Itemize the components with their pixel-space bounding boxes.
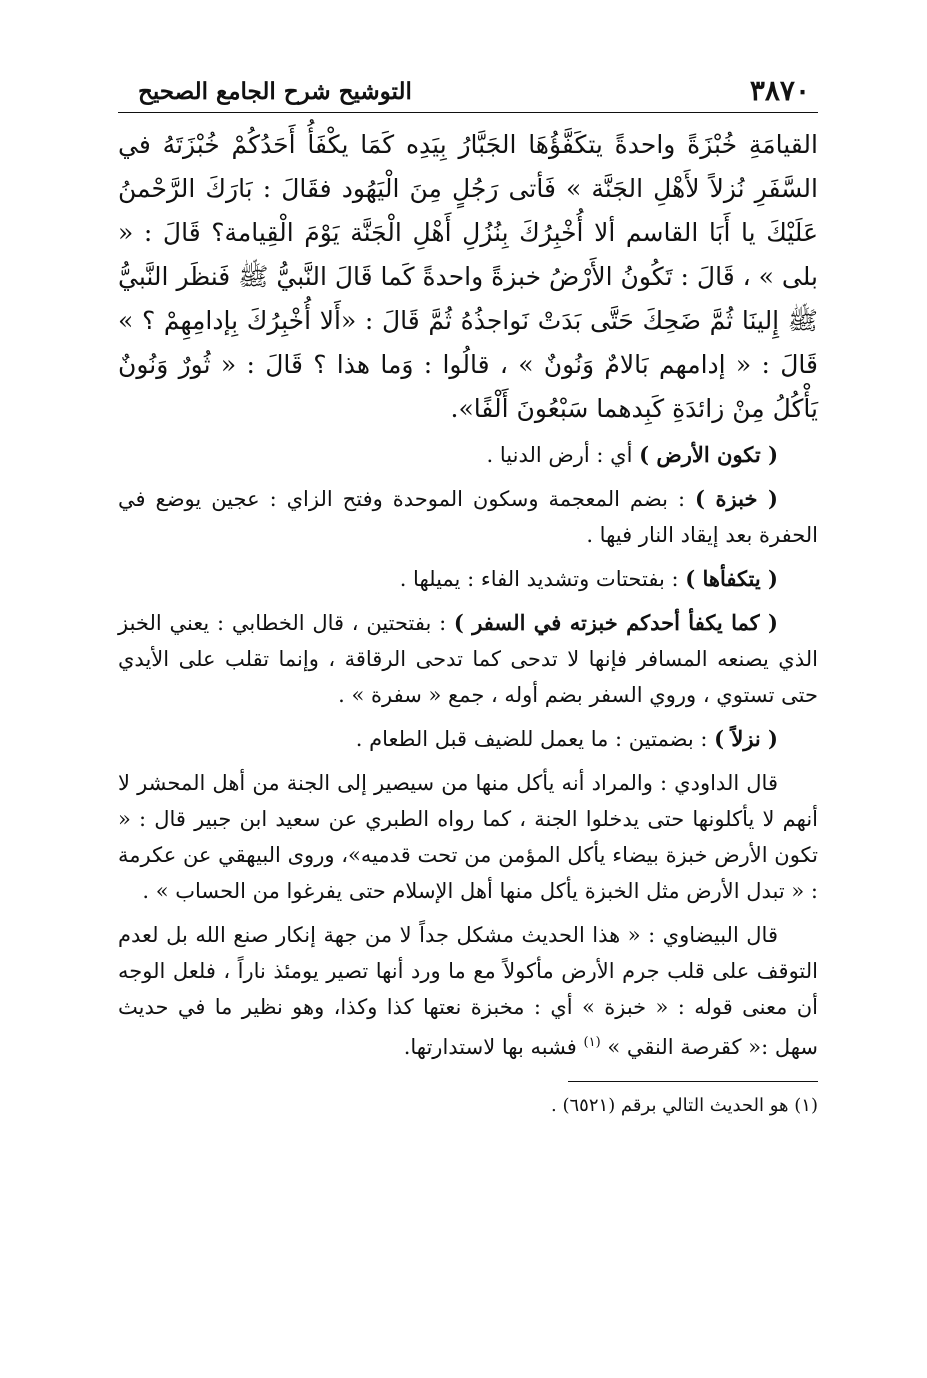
footnote-reference[interactable]: (١): [583, 1035, 601, 1050]
commentary-text: : بفتحتين ، قال الخطابي : يعني الخبز الذي يصنعه المسافر فإنها لا تدحى كما تدحى الرقاقة ، وإنما تقلب على الأيدي حتى تستوي ، وروي السفر بضم أوله ، جمع « سفرة » .: [118, 611, 818, 707]
commentary-text: : بضمتين : ما يعمل للضيف قبل الطعام .: [355, 727, 715, 751]
commentary-text: أي : أرض الدنيا .: [486, 443, 640, 467]
running-title: التوشيح شرح الجامع الصحيح: [138, 78, 412, 105]
commentary-item: [118, 561, 818, 597]
page-header: [118, 62, 818, 113]
page-body: [118, 123, 818, 1120]
commentary-term: ( يتكفأها ): [685, 566, 778, 591]
footnote-divider: [568, 1081, 818, 1082]
baydawi-text-end: فشبه بها لاستدارتها.: [403, 1035, 584, 1059]
book-page: [118, 62, 818, 1312]
commentary-text: : بضم المعجمة وسكون الموحدة وفتح الزاي : عجين يوضع في الحفرة بعد إيقاد النار فيها .: [118, 487, 818, 547]
commentary-term: ( كما يكفأ أحدكم خبزته في السفر ): [453, 610, 778, 635]
dawudi-paragraph: قال الداودي : والمراد أنه يأكل منها من سيصير إلى الجنة من أهل المحشر لا أنهم لا يأكلونها حتى يدخلوا الجنة ، كما رواه الطبري عن سعيد ابن جبير قال : « تكون الأرض خبزة بيضاء يأكل المؤمن من تحت قدميه»، وروى البيهقي عن عكرمة : « تبدل الأرض مثل الخبزة يأكل منها أهل الإسلام حتى يفرغوا من الحساب » .: [118, 771, 818, 903]
baydawi-text: قال البيضاوي : « هذا الحديث مشكل جداً لا من جهة إنكار صنع الله بل لعدم التوقف على قلب جرم الأرض مأكولاً مع ما ورد أنها تصير يومئذ ناراً ، فلعل الوجه أن معنى قوله : « خبزة » أي : مخبزة نعتها كذا وكذا، وهو نظير ما في حديث سهل :« كقرصة النقي »: [118, 923, 818, 1059]
page-number: ٣٨٧٠: [749, 74, 810, 107]
hadith-text: القيامَةِ خُبْزَةً واحدةً يتكَفَّؤُهَا الجَبَّارُ بِيَدِه كَمَا يكْفَأُ أَحَدُكُمْ خُبْزَتَهُ في السَّفَرِ نُزلاً لأَهْلِ الجَنَّة » فَأتى رَجُلٍ مِنَ الْيَهُود فقَالَ : بَارَكَ الرَّحْمنُ عَلَيْكَ يا أَبَا القاسم ألا أُخْبِرُكَ بِنُزُلِ أَهْلِ الْجَنَّة يَوْمَ الْقِيامة؟ قَالَ : « بلى » ، قَالَ : تَكُونُ الأَرْضُ خبزةً واحدةً كَما قَالَ النَّبيُّ ﷺ فَنظَر النَّبيُّ ﷺ إِلينَا ثُمَّ ضَحِكَ حَتَّى بَدَتْ نَواجذُهُ ثُمَّ قَالَ : «أَلا أُخْبِرُكَ بِإدامِهِمْ ؟ » قَالَ : « إدامهم بَالامٌ وَنُونٌ » ، قالُوا : وَما هذا ؟ قَالَ : « ثُورٌ وَنُونٌ يَأْكُلُ مِنْ زائدَةِ كَبِدهما سَبْعُونَ أَلْفًا».: [118, 130, 818, 423]
commentary-item: [118, 437, 818, 473]
commentary-text: : بفتحتات وتشديد الفاء : يميلها .: [399, 567, 686, 591]
commentary-term: ( خبزة ): [695, 486, 778, 511]
footnote: (١) هو الحديث التالي برقم (٦٥٢١) .: [551, 1095, 818, 1116]
commentary-item: [118, 481, 818, 553]
commentary-term: ( نزلاً ): [714, 726, 778, 751]
commentary-item: [118, 605, 818, 713]
baydawi-paragraph: [118, 917, 818, 1065]
commentary-item: [118, 721, 818, 757]
commentary-term: ( تكون الأرض ): [639, 442, 778, 467]
